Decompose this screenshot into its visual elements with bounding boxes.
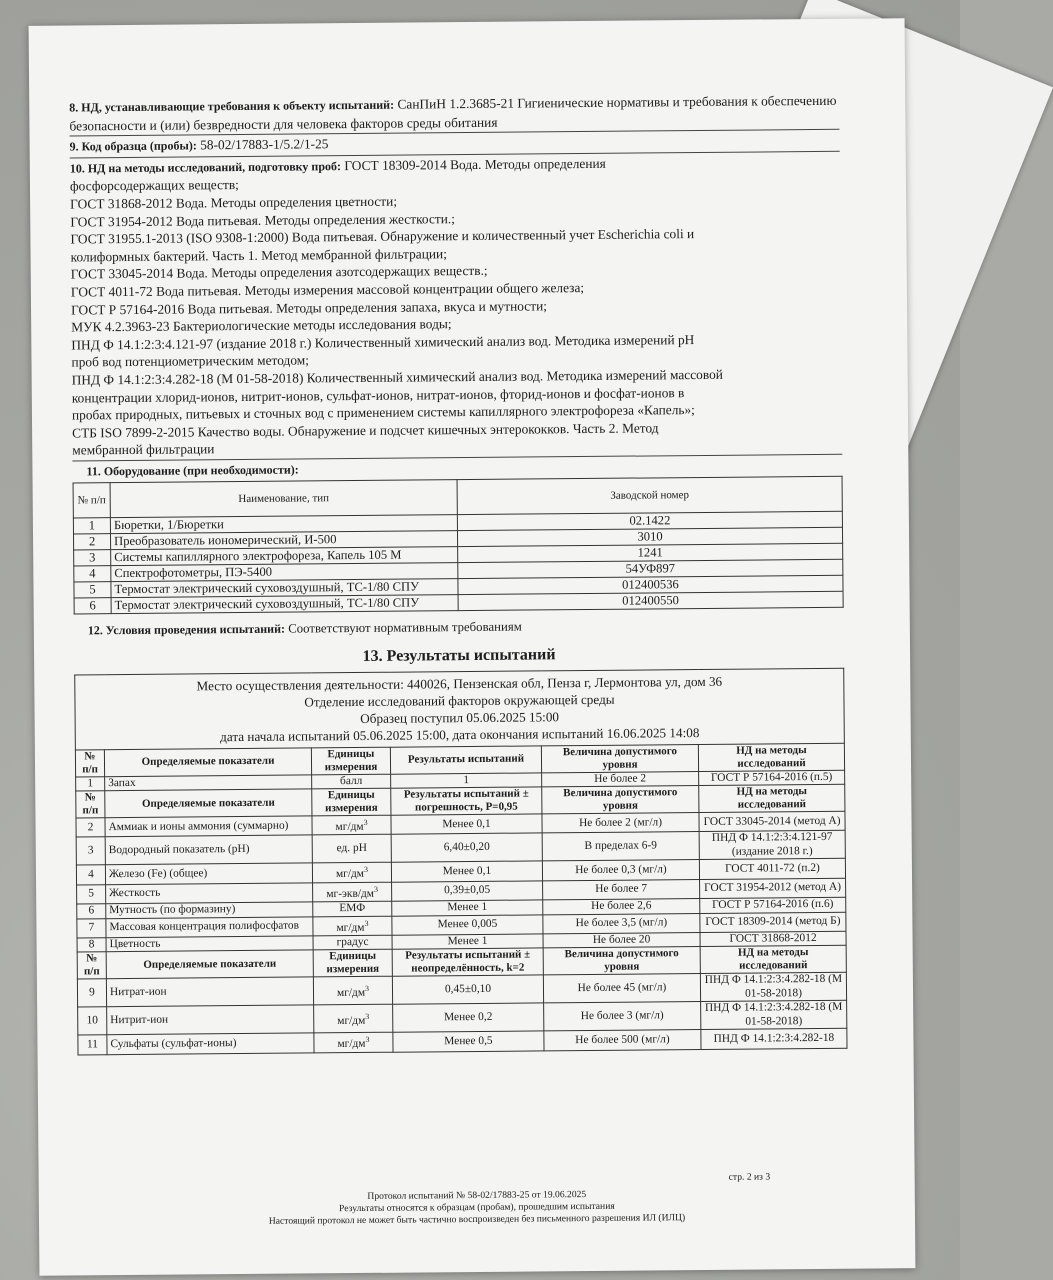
result-value: Менее 0,5: [393, 1031, 544, 1052]
result-indicator: Аммиак и ионы аммония (суммарно): [105, 816, 312, 837]
equipment-num: 5: [74, 582, 111, 598]
result-value: 0,39±0,05: [392, 881, 543, 902]
result-value: 6,40±0,20: [391, 833, 542, 862]
section-10-line-11: проб вод потенциометрическим методом;: [71, 352, 309, 370]
results-header-method: НД на методы исследований: [699, 784, 845, 812]
result-indicator: Нитрит-ион: [107, 1005, 314, 1035]
result-units: [313, 977, 392, 1006]
result-limit: Не более 3,5 (мг/л): [543, 913, 700, 934]
result-units-base: мг/дм: [336, 921, 365, 934]
section-8-text: СанПиН 1.2.3685-21 Гигиенические нормативы и требования к обеспечению безопасности и (или) безвредности для человека факторов среды обитания: [69, 92, 837, 134]
result-units: [313, 916, 392, 936]
results-info-cell: [75, 668, 845, 750]
result-method: ПНД Ф 14.1:2:3:4.282-18 (М 01-58-2018): [700, 973, 846, 1002]
results-header-limit: Величина допустимого уровня: [542, 786, 699, 814]
equipment-serial: 012400550: [458, 592, 843, 611]
equipment-num: 2: [74, 534, 111, 550]
section-10-line-1: фосфорсодержащих веществ;: [69, 177, 239, 194]
section-9-text: 58-02/17883-1/5.2/1-25: [200, 136, 329, 153]
result-units-exp: 3: [365, 1035, 370, 1045]
result-units: [314, 1033, 393, 1053]
result-limit: Не более 2 (мг/л): [542, 813, 699, 834]
results-dates: дата начала испытаний 05.06.2025 15:00, дата окончания испытаний 16.06.2025 14:08: [220, 724, 700, 744]
result-method: ПНД Ф 14.1:2:3:4.282-18: [701, 1029, 847, 1050]
result-units-exp: 3: [364, 918, 369, 928]
result-limit: Не более 500 (мг/л): [544, 1030, 701, 1051]
result-value: 0,45±0,10: [392, 975, 543, 1004]
results-table: [74, 667, 847, 1055]
result-units-base: мг/дм: [335, 820, 364, 834]
result-num: 6: [77, 904, 106, 919]
result-num: 5: [77, 884, 106, 904]
results-header-indicator: Определяемые показатели: [105, 789, 312, 818]
result-method: ГОСТ 4011-72 (п.2): [699, 859, 845, 880]
result-num: 8: [77, 938, 106, 953]
result-value: 1: [391, 773, 542, 789]
result-indicator: Водородный показатель (pH): [105, 835, 312, 865]
equipment-serial: 012400536: [458, 576, 843, 595]
section-10-line-12: ПНД Ф 14.1:2:3:4.282-18 (М 01-58-2018) Количественный химический анализ вод. Методика измерений массовой: [71, 366, 723, 388]
result-units: [314, 1005, 393, 1034]
section-10-line-13: концентрации хлорид-ионов, нитрит-ионов, сульфат-ионов, нитрат-ионов, фторид-ионов и фосфат-ионов в: [71, 384, 685, 405]
result-units: балл: [312, 774, 391, 789]
equipment-num: 4: [74, 566, 111, 582]
result-num: 10: [78, 1007, 107, 1035]
result-num: 11: [78, 1035, 107, 1055]
result-num: 7: [77, 918, 106, 938]
section-10-line-5: колиформных бактерий. Часть 1. Метод мембранной фильтрации;: [70, 245, 447, 265]
result-limit: Не более 7: [543, 879, 700, 900]
result-value: Менее 1: [392, 900, 543, 916]
result-units-base: мг/дм: [336, 986, 366, 999]
result-method: ГОСТ Р 57164-2016 (п.5): [699, 770, 845, 786]
equipment-name: Термостат электрический суховоздушный, ТС-1/80 СПУ: [111, 595, 458, 614]
section-10-line-14: пробах природных, питьевых и сточных вод с применением системы капиллярного электрофореза «Капель»;: [71, 402, 695, 423]
result-units-exp: 3: [373, 884, 378, 894]
result-method: ГОСТ Р 57164-2016 (п.6): [700, 897, 846, 913]
equipment-header-num: № п/п: [73, 483, 110, 518]
result-limit: Не более 0,3 (мг/л): [542, 860, 699, 881]
result-units: [312, 815, 391, 835]
results-header-result: Результаты испытаний: [390, 746, 541, 774]
section-10: [70, 152, 843, 462]
result-indicator: Железо (Fe) (общее): [105, 863, 312, 884]
results-header-units: Единицы измерения: [312, 788, 391, 816]
footer-line-1: Протокол испытаний № 58-02/17883-25 от 19.06.2025: [367, 1189, 587, 1202]
section-10-line-7: ГОСТ 4011-72 Вода питьевая. Методы измерения массовой концентрации общего железа;: [70, 279, 585, 300]
result-num: 2: [76, 818, 105, 838]
results-header-limit: Величина допустимого уровня: [541, 744, 698, 772]
result-units: [313, 882, 392, 902]
result-value: Менее 0,1: [391, 814, 542, 835]
equipment-header-serial: Заводской номер: [457, 477, 842, 515]
result-limit: Не более 2: [542, 771, 699, 787]
equipment-serial: 54УФ897: [458, 560, 843, 579]
result-indicator: Сульфаты (сульфат-ионы): [107, 1033, 314, 1054]
equipment-num: 1: [73, 518, 110, 534]
result-method: ГОСТ 33045-2014 (метод А): [699, 811, 845, 832]
result-method: ПНД Ф 14.1:2:3:4.121-97 (издание 2018 г.): [699, 831, 845, 860]
equipment-title: 11. Оборудование (при необходимости):: [86, 462, 299, 479]
results-header-indicator: Определяемые показатели: [106, 950, 313, 979]
result-limit: Не более 20: [543, 932, 700, 948]
equipment-name: Преобразователь иономерический, И-500: [111, 531, 458, 550]
result-value: Менее 0,2: [393, 1003, 544, 1032]
results-header-method: НД на методы исследований: [700, 946, 846, 974]
section-10-line-8: ГОСТ Р 57164-2016 Вода питьевая. Методы определения запаха, вкуса и мутности;: [70, 297, 548, 318]
result-units-base: мг/дм: [335, 868, 365, 881]
equipment-serial: 02.1422: [457, 512, 842, 531]
result-num: 9: [77, 979, 106, 1007]
equipment-header-name: Наименование, тип: [110, 480, 457, 518]
section-10-line-6: ГОСТ 33045-2014 Вода. Методы определения азотсодержащих веществ.;: [70, 263, 488, 282]
section-10-line-9: МУК 4.2.3963-23 Бактериологические методы исследования воды;: [71, 316, 452, 335]
footer-line-2: Результаты относятся к образцам (пробам), прошедшим испытания: [338, 1200, 615, 1215]
result-units-base: мг/дм: [337, 1038, 366, 1051]
result-units-exp: 3: [364, 983, 370, 993]
results-department: Отделение исследований факторов окружающей среды: [304, 691, 615, 710]
section-10-line-4: ГОСТ 31955.1-2013 (ISO 9308-1:2000) Вода питьевая. Обнаружение и количественный учет Escherichia coli и: [70, 226, 695, 247]
results-header-num: № п/п: [76, 791, 105, 818]
result-units: ЕМФ: [313, 901, 392, 916]
result-method: ГОСТ 18309-2014 (метод Б): [700, 912, 846, 933]
results-header-num: № п/п: [75, 749, 104, 776]
result-units: [312, 863, 391, 883]
section-10-line-16: мембранной фильтрации: [72, 441, 215, 458]
result-limit: В пределах 6-9: [542, 832, 699, 861]
section-12-label: 12. Условия проведения испытаний:: [87, 622, 286, 638]
result-num: 4: [76, 865, 105, 885]
results-header-num: № п/п: [77, 952, 106, 979]
equipment-name: Системы капиллярного электрофореза, Капель 105 М: [111, 547, 458, 566]
result-method: ГОСТ 31868-2012: [700, 931, 846, 947]
section-10-label: 10. НД на методы исследований, подготовку проб:: [69, 158, 342, 176]
section-10-line-0: ГОСТ 18309-2014 Вода. Методы определения: [344, 155, 606, 173]
results-header-method: НД на методы исследований: [698, 743, 844, 771]
results-header-limit: Величина допустимого уровня: [543, 947, 700, 975]
equipment-name: Бюретки, 1/Бюретки: [110, 515, 457, 534]
result-num: 3: [76, 837, 105, 865]
section-8: [69, 91, 839, 137]
results-header-units: Единицы измерения: [313, 950, 392, 978]
document-page: [29, 18, 916, 1276]
result-units-exp: 3: [365, 1011, 370, 1021]
result-limit: Не более 45 (мг/л): [543, 974, 700, 1003]
result-method: ГОСТ 31954-2012 (метод А): [700, 878, 846, 899]
section-10-line-2: ГОСТ 31868-2012 Вода. Методы определения цветности;: [70, 193, 398, 212]
results-header-result: Результаты испытаний ± неопределённость, k=2: [392, 948, 543, 976]
page-number: стр. 2 из 3: [728, 1171, 771, 1183]
result-method: ПНД Ф 14.1:2:3:4.282-18 (М 01-58-2018): [701, 1001, 847, 1030]
equipment-table: [73, 476, 844, 615]
results-header-indicator: Определяемые показатели: [104, 748, 311, 777]
results-title: 13. Результаты испытаний: [362, 646, 556, 666]
section-12: [88, 616, 844, 640]
result-indicator: Цветность: [106, 936, 313, 952]
results-header-units: Единицы измерения: [311, 747, 390, 775]
section-8-label: 8. НД, устанавливающие требования к объекту испытаний:: [69, 97, 395, 115]
footer-line-3: Настоящий протокол не может быть частично воспроизведен без письменного разрешения ИЛ (ИЛЦ): [268, 1212, 686, 1227]
equipment-num: 6: [74, 598, 111, 614]
result-value: Менее 0,005: [392, 914, 543, 935]
result-units-exp: 3: [363, 865, 369, 875]
result-num: 1: [76, 776, 105, 791]
result-value: Менее 1: [392, 934, 543, 950]
result-value: Менее 0,1: [391, 861, 542, 882]
page-footer: [39, 1186, 915, 1230]
result-indicator: Нитрат-ион: [106, 977, 313, 1007]
result-units: градус: [313, 935, 392, 950]
results-header-result: Результаты испытаний ± погрешность, P=0,95: [391, 787, 542, 815]
results-received: Образец поступил 05.06.2025 15:00: [360, 708, 560, 726]
section-10-line-10: ПНД Ф 14.1:2:3:4.121-97 (издание 2018 г.) Количественный химический анализ вод. Методика измерений pH: [71, 331, 695, 353]
result-indicator: Жесткость: [106, 883, 313, 904]
equipment-name: Термостат электрический суховоздушный, ТС-1/80 СПУ: [111, 579, 458, 598]
section-10-line-3: ГОСТ 31954-2012 Вода питьевая. Методы определения жесткости.;: [70, 210, 456, 230]
result-units: ед. рН: [312, 835, 391, 864]
result-indicator: Мутность (по формазину): [106, 902, 313, 918]
result-units-exp: 3: [363, 818, 368, 828]
result-limit: Не более 3 (мг/л): [544, 1002, 701, 1031]
result-units-base: мг/дм: [337, 1014, 366, 1027]
equipment-serial: 3010: [457, 528, 842, 547]
result-indicator: Запах: [105, 775, 312, 791]
result-indicator: Массовая концентрация полифосфатов: [106, 916, 313, 937]
equipment-name: Спектрофотометры, ПЭ-5400: [111, 563, 458, 582]
section-10-line-15: СТБ ISO 7899-2-2015 Качество воды. Обнаружение и подсчет кишечных энтерококков. Часть 2. Метод: [72, 420, 659, 441]
section-12-text: Соответствуют нормативным требованиям: [288, 620, 522, 637]
document-content: [69, 91, 847, 1055]
results-info-row: [75, 668, 845, 750]
section-9-label: 9. Код образца (пробы):: [69, 138, 197, 154]
equipment-num: 3: [74, 550, 111, 566]
result-limit: Не более 2,6: [543, 899, 700, 915]
results-location: Место осуществления деятельности: 440026, Пензенская обл, Пенза г, Лермонтова ул, дом 36: [196, 673, 723, 694]
equipment-serial: 1241: [458, 544, 843, 563]
result-units-base: мг-экв/дм: [326, 887, 375, 900]
